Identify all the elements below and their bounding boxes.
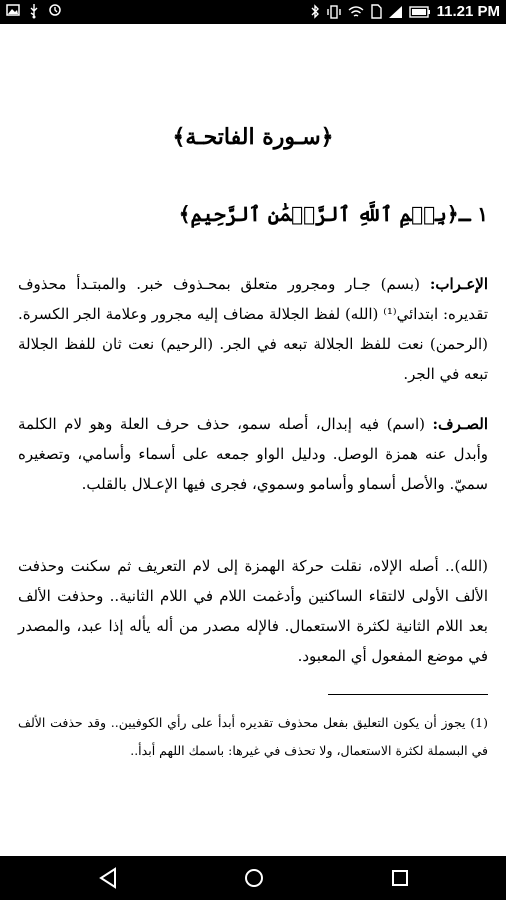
- back-icon[interactable]: [94, 864, 122, 892]
- surah-title: ﴿سـورة الفاتحـة﴾: [172, 124, 334, 150]
- recent-apps-icon[interactable]: [386, 864, 414, 892]
- wifi-icon: [348, 5, 364, 19]
- footnote-divider: [328, 694, 488, 695]
- sim-icon: [370, 4, 382, 19]
- usb-icon: [28, 3, 40, 19]
- i3rab-heading: الإعـراب:: [429, 275, 488, 293]
- navigation-bar: [0, 856, 506, 900]
- allah-paragraph: [18, 551, 488, 671]
- sarf-paragraph: [18, 409, 488, 499]
- status-bar: [0, 0, 506, 24]
- sarf-heading: الصـرف:: [432, 415, 488, 433]
- verse: ١ ـ﴿بِسۡمِ ٱللَّهِ ٱلرَّحۡمَٰنِ ٱلرَّحِيمِ﴾: [178, 202, 488, 226]
- home-icon[interactable]: [240, 864, 268, 892]
- image-icon: [6, 3, 20, 17]
- battery-icon: [409, 6, 431, 18]
- i3rab-paragraph: [18, 269, 488, 389]
- allah-text: (الله).. أصله الإلاه، نقلت حركة الهمزة إلى لام التعريف ثم سكنت وحذفت الألف الأولى لالتقاء الساكنين وأدغمت اللام في اللام الثانية.. وحذفت الألف بعد اللام الثانية لكثرة الاستعمال. فالإله مصدر من أله يأله إذا عبد، والمصدر في موضع المفعول أي المعبود.: [18, 557, 488, 665]
- sync-icon: [48, 3, 62, 17]
- status-right-icons: [310, 3, 500, 20]
- document-page[interactable]: [0, 24, 506, 856]
- i3rab-text: (بسم) جـار ومجرور متعلق بمحـذوف خبر. والمبتـدأ محذوف تقديره: ابتدائي⁽¹⁾ (الله) لفظ الجلالة مضاف إليه مجرور وعلامة الجر الكسرة. (الرحمن) نعت للفظ الجلالة تبعه في الجر. (الرحيم) نعت ثان للفظ الجلالة تبعه في الجر.: [18, 275, 488, 383]
- vibrate-icon: [326, 5, 342, 19]
- status-time: 11.21 PM: [436, 3, 500, 20]
- status-left-icons: [6, 3, 62, 19]
- sarf-text: (اسم) فيه إبدال، أصله سمو، حذف حرف العلة وهو لام الكلمة وأبدل عنه همزة الوصل. ودليل الواو جمعه على أسماء وأسامي، وتصغيره سميّ. والأصل أسماو وأسامو وسموي، فجرى فيها الإعـلال بالقلب.: [18, 415, 488, 493]
- footnote: (1) يجوز أن يكون التعليق بفعل محذوف تقديره أبدأ على رأي الكوفيين.. وقد حذفت الألف في البسملة لكثرة الاستعمال، ولا تحذف في غيرها: باسمك اللهم أبدأ..: [18, 714, 488, 758]
- signal-icon: [388, 5, 403, 19]
- bluetooth-icon: [310, 4, 320, 19]
